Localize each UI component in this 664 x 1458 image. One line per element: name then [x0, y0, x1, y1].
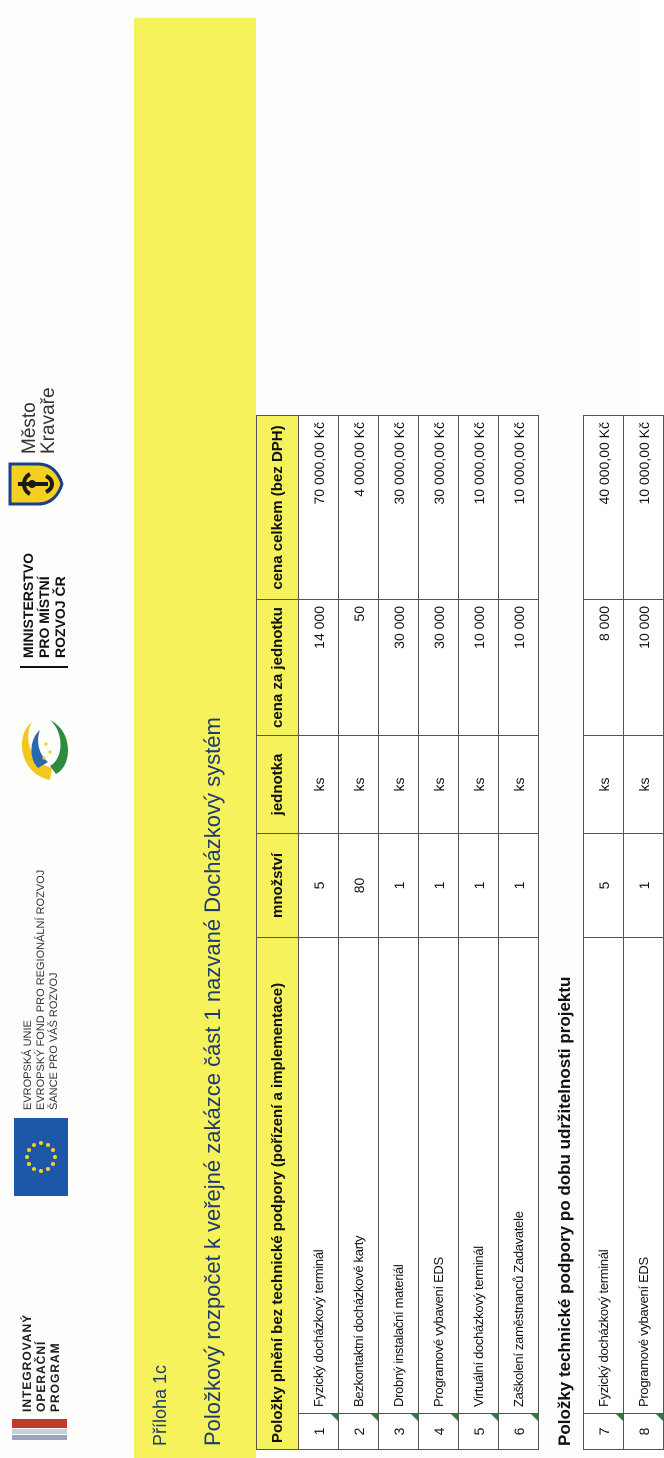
row-number: 3: [379, 1414, 419, 1450]
kravare-coat-of-arms: [8, 462, 69, 506]
row-unit-price: 10 000: [624, 600, 664, 736]
budget-table-support: [583, 415, 664, 1450]
row-unit: ks: [459, 736, 499, 834]
table-row: [419, 416, 459, 1450]
mmr-swirl-logo: [10, 716, 81, 788]
city-logo-text: Město Kravaře: [19, 387, 59, 454]
row-unit-price: 14 000: [299, 600, 339, 736]
mmr-logo-text: MINISTERSTVO PRO MÍSTNÍ ROZVOJ ČR: [20, 553, 68, 668]
row-total: 10 000,00 Kč: [459, 416, 499, 600]
row-unit: ks: [584, 736, 624, 834]
row-item: Bezkontaktní docházkové karty: [339, 938, 379, 1414]
row-unit: ks: [419, 736, 459, 834]
row-unit: ks: [499, 736, 539, 834]
row-number: 2: [339, 1414, 379, 1450]
row-quantity: 1: [624, 834, 664, 938]
row-item: Zaškolení zaměstnanců Zadavatele: [499, 938, 539, 1414]
row-unit-price: 50: [339, 600, 379, 736]
row-item: Programové vybavení EDS: [419, 938, 459, 1414]
row-quantity: 1: [379, 834, 419, 938]
row-number: 4: [419, 1414, 459, 1450]
header-items: Položky plnění bez technické podpory (pořízení a implementace): [257, 938, 299, 1450]
row-quantity: 5: [299, 834, 339, 938]
row-total: 40 000,00 Kč: [584, 416, 624, 600]
row-unit-price: 10 000: [499, 600, 539, 736]
row-unit-price: 10 000: [459, 600, 499, 736]
annex-label: Příloha 1c: [150, 1364, 170, 1446]
table-header-row: [257, 416, 299, 1450]
row-total: 10 000,00 Kč: [624, 416, 664, 600]
iop-logo-text: INTEGROVANÝ OPERAČNÍ PROGRAM: [20, 1313, 62, 1412]
table-row: [499, 416, 539, 1450]
iop-bars-logo: [12, 1418, 67, 1440]
table-row: [379, 416, 419, 1450]
row-total: 10 000,00 Kč: [499, 416, 539, 600]
row-quantity: 1: [419, 834, 459, 938]
title-highlight-band: [134, 18, 256, 1458]
row-unit: ks: [624, 736, 664, 834]
eu-logo-text: EVROPSKÁ UNIE EVROPSKÝ FOND PRO REGIONÁLNÍ ROZVOJ ŠANCE PRO VÁŠ ROZVOJ: [22, 869, 60, 1110]
row-item: Fyzický docházkový terminál: [584, 938, 624, 1414]
row-unit: ks: [299, 736, 339, 834]
row-total: 30 000,00 Kč: [379, 416, 419, 600]
row-item: Drobný instalační materiál: [379, 938, 419, 1414]
header-quantity: množství: [257, 834, 299, 938]
row-unit: ks: [339, 736, 379, 834]
row-item: Virtuální docházkový terminál: [459, 938, 499, 1414]
table-row: [624, 416, 664, 1450]
row-unit-price: 30 000: [379, 600, 419, 736]
row-number: 8: [624, 1414, 664, 1450]
header-unit-price: cena za jednotku: [257, 600, 299, 736]
row-unit-price: 30 000: [419, 600, 459, 736]
row-number: 7: [584, 1414, 624, 1450]
row-unit: ks: [379, 736, 419, 834]
row-item: Programové vybavení EDS: [624, 938, 664, 1414]
budget-table-implementation: [256, 415, 539, 1450]
row-total: 70 000,00 Kč: [299, 416, 339, 600]
row-item: Fyzický docházkový terminál: [299, 938, 339, 1414]
table-row: [584, 416, 624, 1450]
page-title: Položkový rozpočet k veřejné zakázce část 1 nazvané Docházkový systém: [200, 717, 225, 1446]
header-total: cena celkem (bez DPH): [257, 416, 299, 600]
row-number: 5: [459, 1414, 499, 1450]
row-number: 1: [299, 1414, 339, 1450]
eu-flag-icon: [14, 1118, 68, 1196]
table-row: [299, 416, 339, 1450]
row-total: 4 000,00 Kč: [339, 416, 379, 600]
table-row: [339, 416, 379, 1450]
row-quantity: 1: [499, 834, 539, 938]
row-number: 6: [499, 1414, 539, 1450]
table-row: [459, 416, 499, 1450]
header-unit: jednotka: [257, 736, 299, 834]
section-title-support: Položky technické podpory po dobu udržitelnosti projektu: [555, 976, 574, 1446]
row-quantity: 80: [339, 834, 379, 938]
row-quantity: 5: [584, 834, 624, 938]
row-total: 30 000,00 Kč: [419, 416, 459, 600]
row-quantity: 1: [459, 834, 499, 938]
row-unit-price: 8 000: [584, 600, 624, 736]
